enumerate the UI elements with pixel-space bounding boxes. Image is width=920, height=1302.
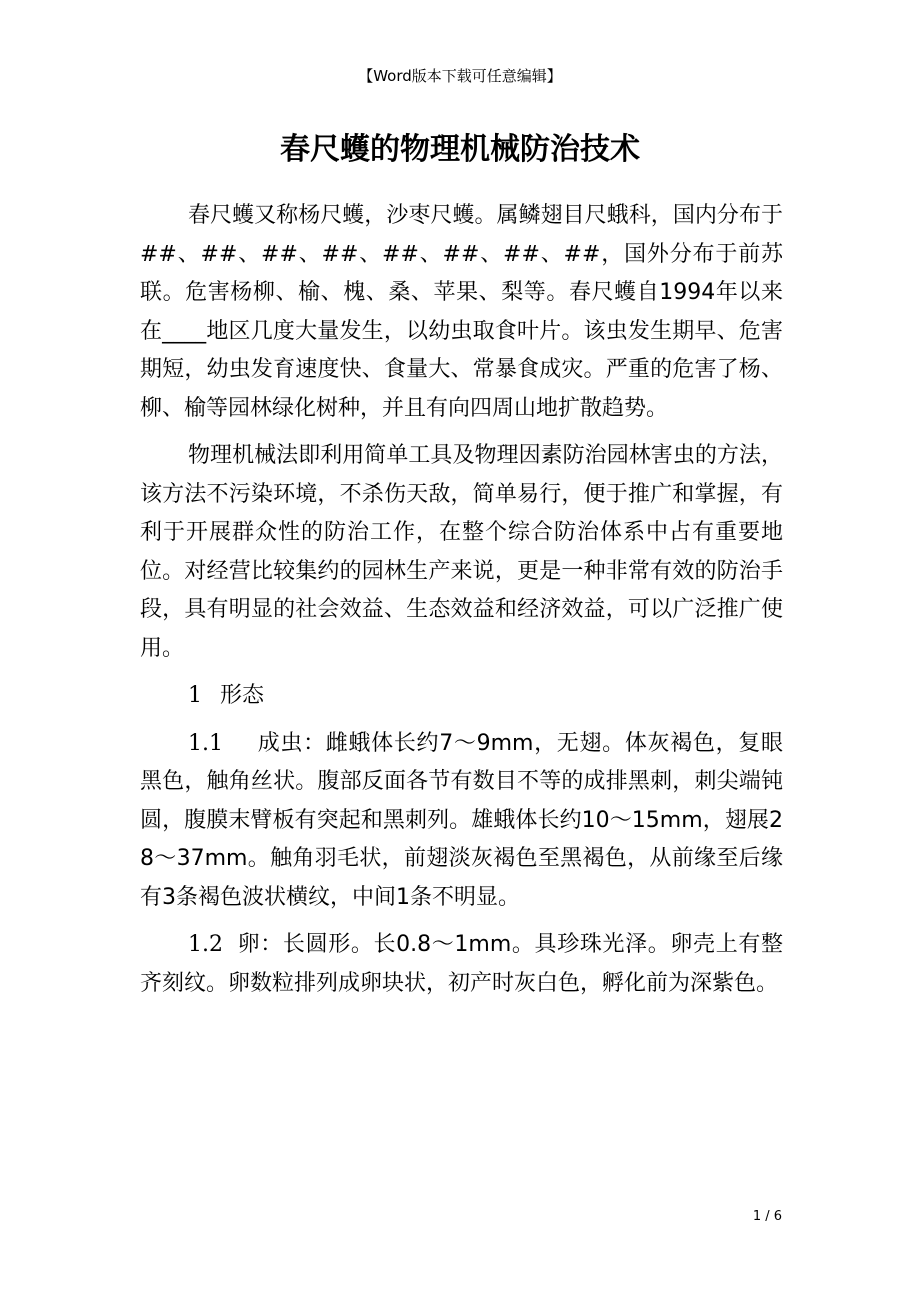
- paragraph-egg: [140, 926, 783, 1003]
- section-title: 形态: [220, 683, 265, 708]
- document-title: 春尺蠖的物理机械防治技术: [280, 132, 640, 167]
- item-number-1-1: 1.1: [188, 730, 223, 756]
- paragraph-method: 物理机械法即利用简单工具及物理因素防治园林害虫的方法，该方法不污染环境，不杀伤天敌，简单易行，便于推广和掌握，有利于开展群众性的防治工作，在整个综合防治体系中占有重要地位。对经营比较集约的园林生产来说，更是一种非常有效的防治手段，具有明显的社会效益、生态效益和经济效益，可以广泛推广使用。: [140, 443, 783, 661]
- item-text-adult: 成虫：雌蛾体长约7～9mm，无翅。体灰褐色，复眼黑色，触角丝状。腹部反面各节有数目不等的成排黑刺，刺尖端钝圆，腹膜末臂板有突起和黑刺列。雄蛾体长约10～15mm，翅展28～37mm。触角羽毛状，前翅淡灰褐色至黑褐色，从前缘至后缘有3条褐色波状横纹，中间1条不明显。: [140, 730, 783, 910]
- section-number: 1: [188, 683, 202, 708]
- document-body: [140, 197, 783, 1012]
- header-note: 【Word版本下载可任意编辑】: [358, 67, 562, 85]
- item-number-1-2: 1.2: [188, 932, 223, 957]
- paragraph-adult: [140, 725, 783, 918]
- page-number: 1 / 6: [752, 1209, 782, 1224]
- item-text-egg: 卵：长圆形。长0.8～1mm。具珍珠光泽。卵壳上有整齐刻纹。卵数粒排列成卵块状，初产时灰白色，孵化前为深紫色。: [140, 932, 783, 996]
- section-heading-morphology: [140, 677, 783, 716]
- paragraph-intro: 春尺蠖又称杨尺蠖，沙枣尺蠖。属鳞翅目尺蛾科，国内分布于##、##、##、##、##、##、##、##，国外分布于前苏联。危害杨柳、榆、槐、桑、苹果、梨等。春尺蠖自1994年以来在____地区几度大量发生，以幼虫取食叶片。该虫发生期早、危害期短，幼虫发育速度快、食量大、常暴食成灾。严重的危害了杨、柳、榆等园林绿化树种，并且有向四周山地扩散趋势。: [140, 203, 783, 421]
